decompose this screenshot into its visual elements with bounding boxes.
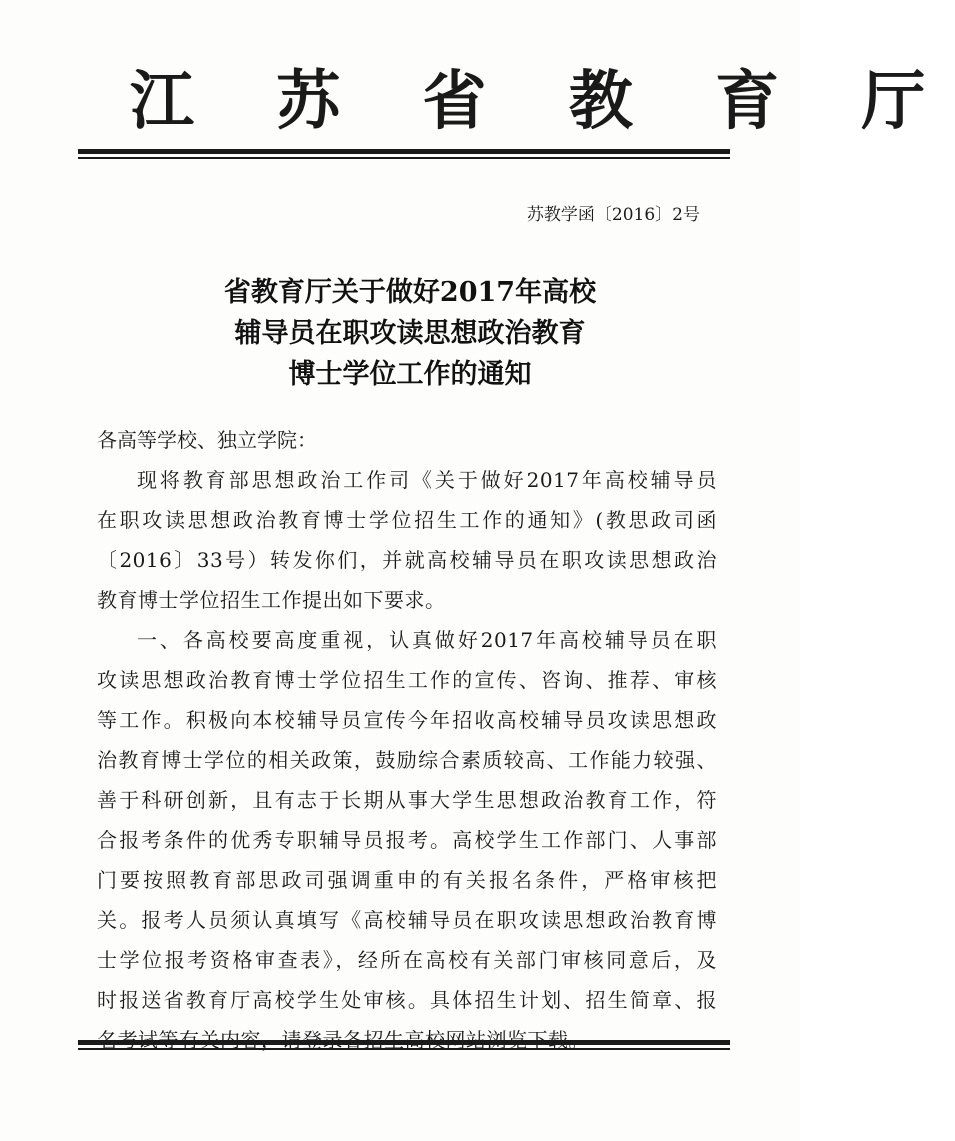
paragraph-line: 合报考条件的优秀专职辅导员报考。高校学生工作部门、人事部	[97, 828, 717, 852]
document-title	[100, 272, 720, 395]
paragraph-1	[97, 460, 717, 620]
paragraph-line: 士学位报考资格审查表》，经所在高校有关部门审核同意后，及	[97, 948, 717, 972]
footer-rule-thick	[78, 1040, 730, 1045]
title-line-1: 省教育厅关于做好2017年高校	[223, 277, 597, 308]
paragraph-line: 时报送省教育厅高校学生处审核。具体招生计划、招生简章、报	[97, 988, 717, 1012]
footer-rule-thin	[78, 1048, 730, 1050]
paragraph-line: 攻读思想政治教育博士学位招生工作的宣传、咨询、推荐、审核	[97, 668, 717, 692]
paragraph-line: 善于科研创新，且有志于长期从事大学生思想政治教育工作，符	[97, 788, 717, 812]
paragraph-line: 门要按照教育部思政司强调重申的有关报名条件，严格审核把	[97, 868, 717, 892]
paragraph-line: 等工作。积极向本校辅导员宣传今年招收高校辅导员攻读思想政	[97, 708, 717, 732]
paragraph-line: 关。报考人员须认真填写《高校辅导员在职攻读思想政治教育博	[97, 908, 717, 932]
paragraph-line: 现将教育部思想政治工作司《关于做好2017年高校辅导员	[137, 468, 717, 492]
paragraph-line: 〔2016〕33号）转发你们，并就高校辅导员在职攻读思想政治	[97, 548, 717, 572]
document-body	[97, 420, 717, 1060]
salutation: 各高等学校、独立学院：	[97, 428, 317, 452]
issuing-authority-header: 江 苏 省 教 育 厅	[130, 64, 955, 139]
document-number: 苏教学函〔2016〕2号	[526, 205, 700, 225]
paragraph-line: 在职攻读思想政治教育博士学位招生工作的通知》(教思政司函	[97, 508, 717, 532]
header-rule-thick	[78, 149, 730, 154]
title-line-2: 辅导员在职攻读思想政治教育	[234, 318, 586, 349]
paragraph-line: 教育博士学位招生工作提出如下要求。	[97, 588, 446, 612]
paragraph-line: 一、各高校要高度重视，认真做好2017年高校辅导员在职	[137, 628, 717, 652]
title-line-3: 博士学位工作的通知	[288, 359, 532, 390]
paragraph-2	[97, 620, 717, 1060]
header-rule-thin	[78, 157, 730, 159]
paragraph-line: 治教育博士学位的相关政策，鼓励综合素质较高、工作能力较强、	[97, 748, 717, 772]
